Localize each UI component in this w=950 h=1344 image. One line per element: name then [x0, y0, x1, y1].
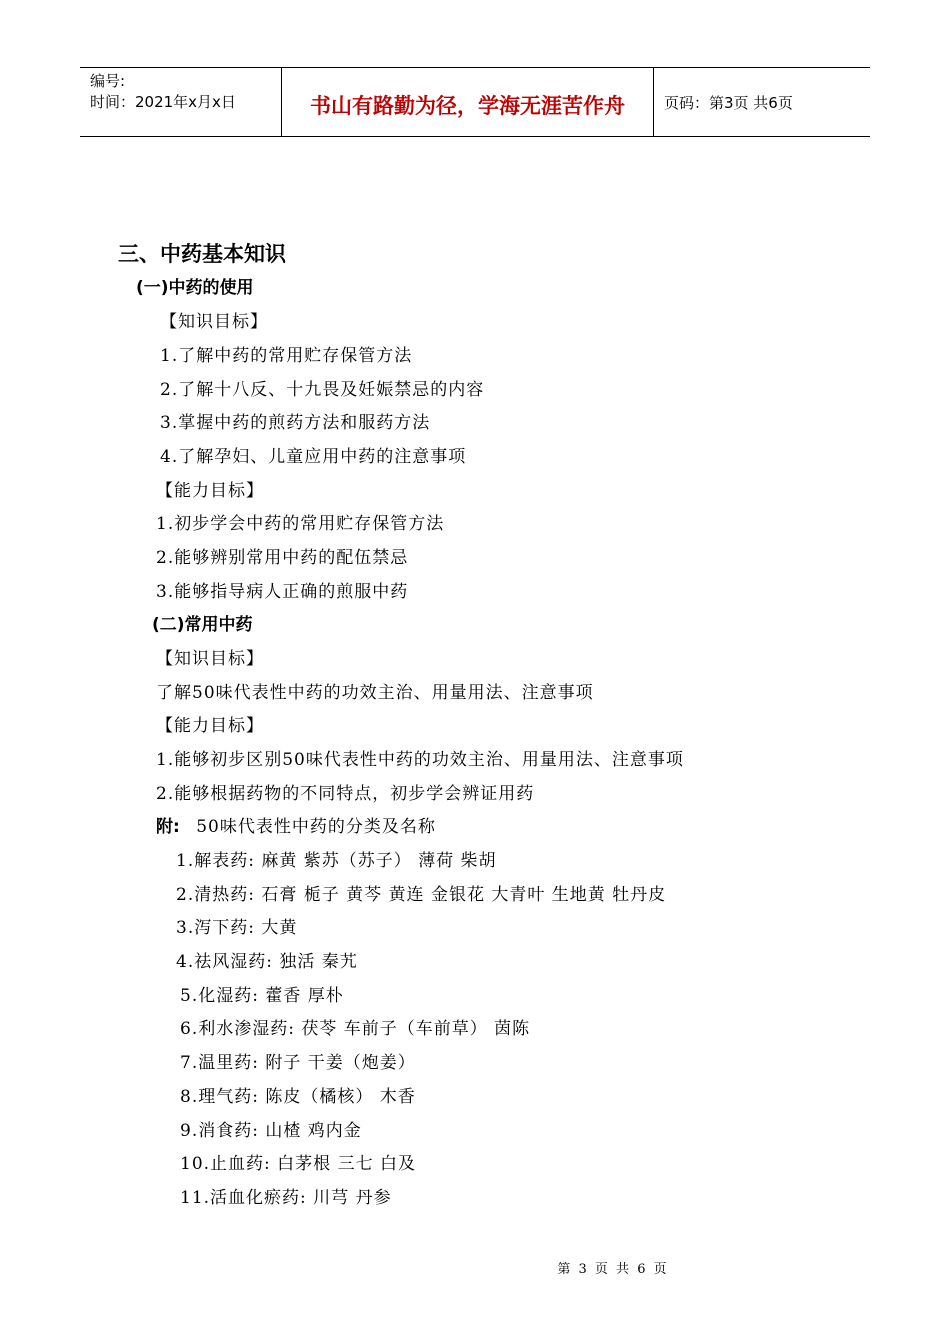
appendix-line	[156, 812, 436, 837]
part1-knowledge-item: 2.了解十八反、十九畏及妊娠禁忌的内容	[160, 380, 485, 400]
appendix-title: 50味代表性中药的分类及名称	[196, 817, 436, 837]
header-page-info: 页码：第3页 共6页	[664, 93, 793, 112]
part1-knowledge-label: 【知识目标】	[160, 312, 268, 332]
header-time-label: 时间：2021年x月x日	[90, 93, 236, 111]
part2-knowledge-text: 了解50味代表性中药的功效主治、用量用法、注意事项	[156, 683, 594, 703]
page-header	[80, 67, 870, 137]
appendix-item: 6.利水渗湿药: 茯苓 车前子（车前草） 茵陈	[180, 1019, 531, 1039]
page-footer	[0, 1258, 950, 1277]
part2-ability-label: 【能力目标】	[156, 716, 264, 736]
appendix-item: 5.化湿药: 藿香 厚朴	[180, 986, 344, 1006]
part1-knowledge-item: 1.了解中药的常用贮存保管方法	[160, 346, 413, 366]
appendix-item: 4.祛风湿药: 独活 秦艽	[176, 952, 358, 972]
part1-knowledge-item: 3.掌握中药的煎药方法和服药方法	[160, 413, 431, 433]
part2-ability-item: 2.能够根据药物的不同特点，初步学会辨证用药	[156, 784, 535, 804]
appendix-item: 9.消食药: 山楂 鸡内金	[180, 1121, 362, 1141]
part1-ability-item: 1.初步学会中药的常用贮存保管方法	[156, 514, 445, 534]
part2-heading: (二)常用中药	[152, 615, 253, 635]
appendix-item: 2.清热药: 石膏 栀子 黄芩 黄连 金银花 大青叶 生地黄 牡丹皮	[176, 885, 667, 905]
appendix-item: 10.止血药: 白茅根 三七 白及	[180, 1154, 416, 1174]
part1-ability-label: 【能力目标】	[156, 481, 264, 501]
part1-ability-item: 3.能够指导病人正确的煎服中药	[156, 582, 409, 602]
appendix-item: 11.活血化瘀药: 川芎 丹参	[180, 1188, 392, 1208]
header-motto: 书山有路勤为径，学海无涯苦作舟	[282, 68, 654, 136]
header-meta	[80, 68, 282, 136]
header-number-label: 编号:	[90, 72, 126, 90]
part1-heading: (一)中药的使用	[136, 278, 254, 298]
footer-page-number: 第 3 页 共 6 页	[557, 1262, 669, 1277]
part2-knowledge-label: 【知识目标】	[156, 649, 264, 669]
section-title: 三、中药基本知识	[118, 242, 286, 266]
part1-knowledge-item: 4.了解孕妇、儿童应用中药的注意事项	[160, 447, 467, 467]
appendix-item: 1.解表药: 麻黄 紫苏（苏子） 薄荷 柴胡	[176, 851, 497, 871]
appendix-item: 3.泻下药: 大黄	[176, 918, 298, 938]
appendix-label: 附:	[156, 817, 180, 837]
appendix-item: 8.理气药: 陈皮（橘核） 木香	[180, 1087, 416, 1107]
part1-ability-item: 2.能够辨别常用中药的配伍禁忌	[156, 548, 409, 568]
appendix-item: 7.温里药: 附子 干姜（炮姜）	[180, 1053, 416, 1073]
part2-ability-item: 1.能够初步区别50味代表性中药的功效主治、用量用法、注意事项	[156, 750, 684, 770]
